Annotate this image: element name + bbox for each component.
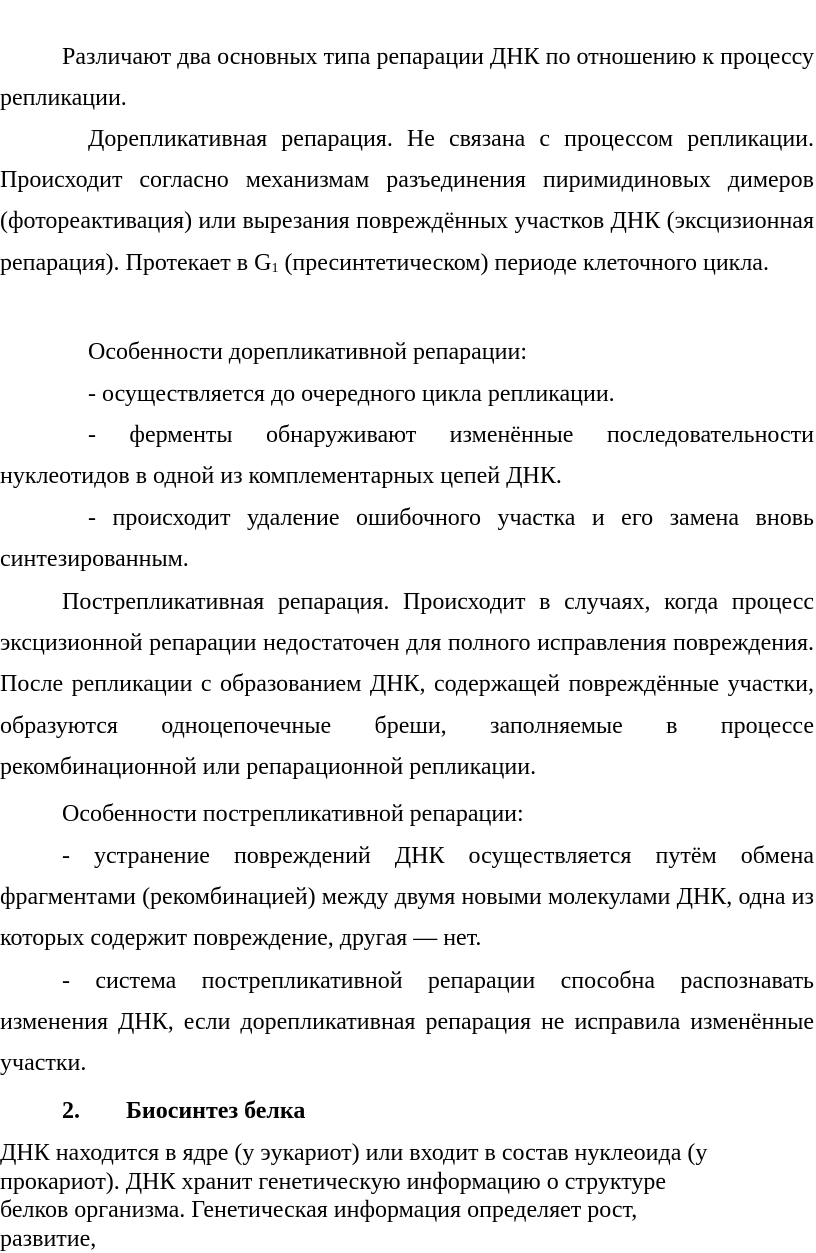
section-number: 2. bbox=[62, 1098, 80, 1124]
list-item-postreplicative-1: - устранение повреждений ДНК осуществляется путём обмена фрагментами (рекомбинацией) между двумя новыми молекулами ДНК, одна из которых содержит повреждение, другая — нет. bbox=[0, 843, 814, 952]
list-item-prereplicative-3: - происходит удаление ошибочного участка и его замена вновь синтезированным. bbox=[0, 505, 814, 573]
list-item-postreplicative-2: - система пострепликативной репарации способна распознавать изменения ДНК, если дорепликативная репарация не исправила изменённые участки. bbox=[0, 968, 814, 1077]
list-item-prereplicative-1: - осуществляется до очередного цикла репликации. bbox=[88, 381, 615, 407]
paragraph-postreplicative-features: Особенности пострепликативной репарации: bbox=[62, 801, 524, 827]
list-item-prereplicative-2: - ферменты обнаруживают изменённые последовательности нуклеотидов в одной из комплементарных цепей ДНК. bbox=[0, 422, 814, 490]
paragraph-prereplicative-text-b: (пресинтетическом) периоде клеточного цикла. bbox=[278, 249, 769, 276]
paragraph-protein-biosynthesis: ДНК находится в ядре (у эукариот) или входит в состав нуклеоида (у прокариот). ДНК хранит генетическую информацию о структуре белков организма. Генетическая информация определяет рост, развитие, bbox=[0, 1140, 708, 1252]
section-title: Биосинтез белка bbox=[126, 1098, 306, 1124]
paragraph-postreplicative-repair: Пострепликативная репарация. Происходит в случаях, когда процесс эксцизионной репарации недостаточен для полного исправления повреждения. После репликации с образованием ДНК, содержащей повреждённые участки, образуются одноцепочечные бреши, заполняемые в процессе рекомбинационной или репарационной репликации. bbox=[0, 589, 814, 780]
paragraph-prereplicative-repair bbox=[0, 119, 814, 284]
paragraph-prereplicative-text-a: Дорепликативная репарация. Не связана с процессом репликации. Происходит согласно механизмам разъединения пиримидиновых димеров (фотореактивация) или вырезания повреждённых участков ДНК (эксцизионная репарация). Протекает в G bbox=[0, 126, 814, 276]
paragraph-prereplicative-features: Особенности дорепликативной репарации: bbox=[88, 339, 528, 365]
section-heading bbox=[62, 1096, 305, 1126]
g1-subscript: 1 bbox=[271, 260, 279, 276]
paragraph-repair-types: Различают два основных типа репарации ДНК по отношению к процессу репликации. bbox=[0, 44, 814, 112]
